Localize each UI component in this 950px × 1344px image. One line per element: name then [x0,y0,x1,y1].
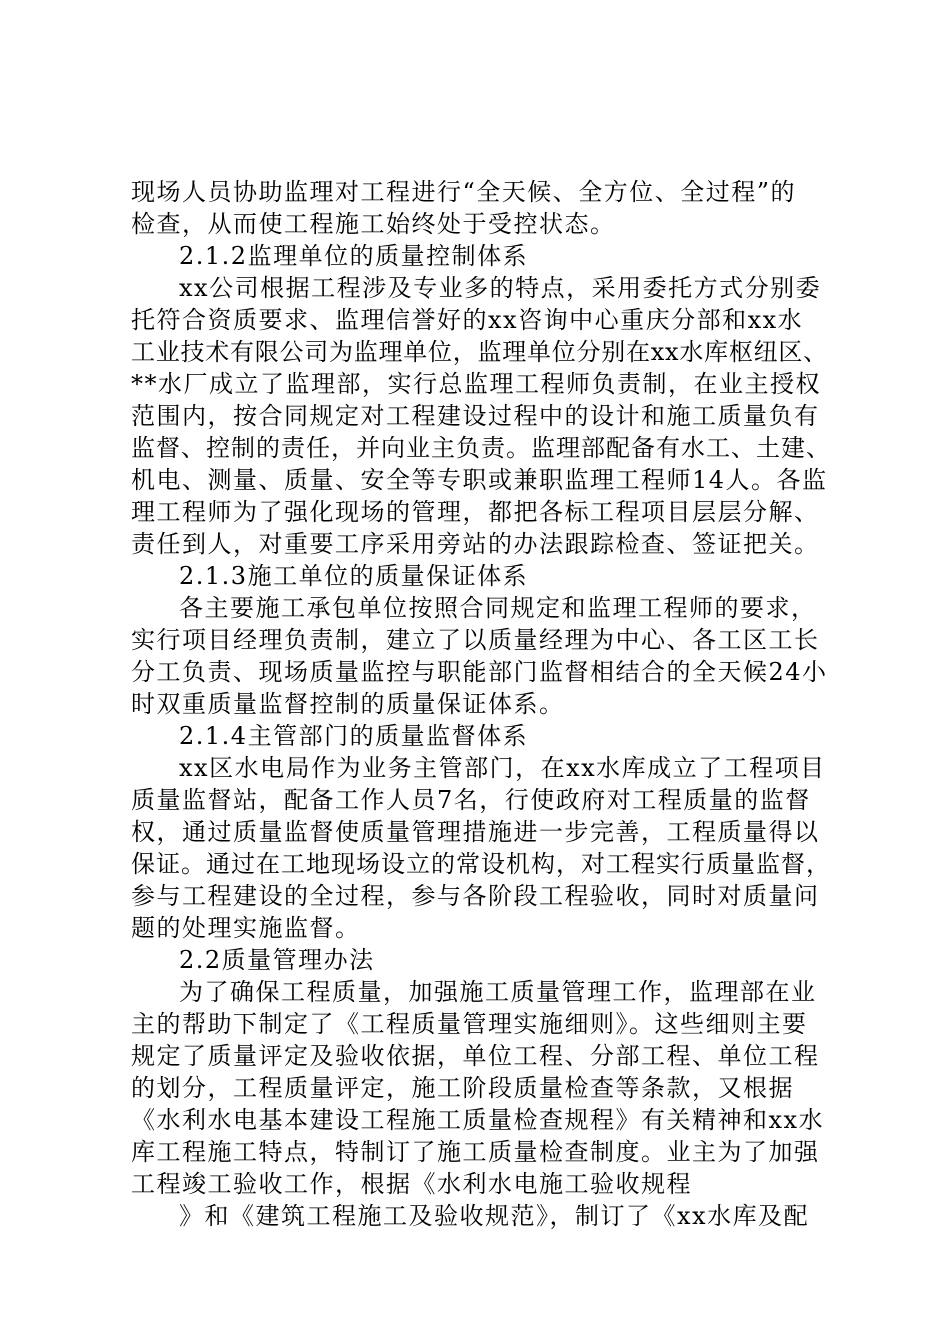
text-line: 工业技术有限公司为监理单位，监理单位分别在xx水库枢纽区、 [131,338,828,366]
text-line: 的划分，工程质量评定，施工阶段质量检查等条款，又根据 [131,1074,794,1102]
section-heading-2-2: 2.2质量管理办法 [179,946,375,974]
section-heading-2-1-2: 2.1.2监理单位的质量控制体系 [179,242,529,270]
text-line: 《水利水电基本建设工程施工质量检查规程》有关精神和xx水 [131,1106,825,1134]
text-line: 实行项目经理负责制，建立了以质量经理为中心、各工区工长 [131,626,820,654]
text-line: 机电、测量、质量、安全等专职或兼职监理工程师14人。各监 [131,466,828,494]
text-line: 参与工程建设的全过程，参与各阶段工程验收，同时对质量问 [131,882,820,910]
text-line: 现场人员协助监理对工程进行“全天候、全方位、全过程”的 [131,178,797,206]
text-line: 主的帮助下制定了《工程质量管理实施细则》。这些细则主要 [131,1010,808,1038]
text-line: 各主要施工承包单位按照合同规定和监理工程师的要求， [179,594,817,622]
text-line: 工程竣工验收工作，根据《水利水电施工验收规程 [131,1170,692,1198]
text-line: 时双重质量监督控制的质量保证体系。 [131,690,565,718]
text-line: xx公司根据工程涉及专业多的特点，采用委托方式分别委 [179,274,822,302]
text-line: **水厂成立了监理部，实行总监理工程师负责制，在业主授权 [131,370,821,398]
text-line: 托符合资质要求、监理信誉好的xx咨询中心重庆分部和xx水 [131,306,804,334]
text-line: 分工负责、现场质量监控与职能部门监督相结合的全天候24小 [131,658,828,686]
text-line: 检查，从而使工程施工始终处于受控状态。 [131,210,616,238]
text-line: 理工程师为了强化现场的管理，都把各标工程项目层层分解、 [131,498,820,526]
text-line: 为了确保工程质量，加强施工质量管理工作，监理部在业 [179,978,817,1006]
text-line: 保证。通过在工地现场设立的常设机构，对工程实行质量监督， [131,850,831,878]
section-heading-2-1-3: 2.1.3施工单位的质量保证体系 [179,562,529,590]
text-line: 规定了质量评定及验收依据，单位工程、分部工程、单位工程 [131,1042,820,1070]
text-line: 》和《建筑工程施工及验收规范》，制订了《xx水库及配 [179,1202,810,1230]
section-heading-2-1-4: 2.1.4主管部门的质量监督体系 [179,722,529,750]
text-line: 质量监督站，配备工作人员7名，行使政府对工程质量的监督 [131,786,811,814]
text-line: 范围内，按合同规定对工程建设过程中的设计和施工质量负有 [131,402,820,430]
text-line: 权，通过质量监督使质量管理措施进一步完善，工程质量得以 [131,818,820,846]
text-line: 责任到人，对重要工序采用旁站的办法跟踪检查、签证把关。 [131,530,820,558]
text-line: 监督、控制的责任，并向业主负责。监理部配备有水工、土建、 [131,434,831,462]
text-line: 库工程施工特点，特制订了施工质量检查制度。业主为了加强 [131,1138,820,1166]
text-line: xx区水电局作为业务主管部门，在xx水库成立了工程项目 [179,754,826,782]
text-line: 题的处理实施监督。 [131,914,361,942]
